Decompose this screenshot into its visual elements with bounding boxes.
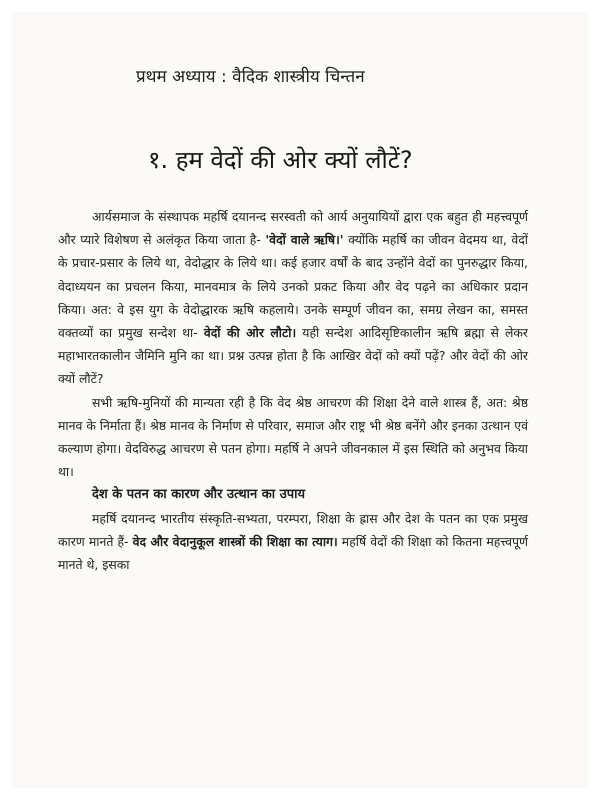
paragraph-1-bold-message: वेदों की ओर लौटो। xyxy=(203,325,297,341)
paragraph-1-bold-quote: 'वेदों वाले ऋषि।' xyxy=(265,232,344,248)
paragraph-3-bold: वेद और वेदानुकूल शास्त्रों की शिक्षा का त्याग। xyxy=(132,533,338,549)
paragraph-1-text-b: क्योंकि महर्षि का जीवन वेदमय था, वेदों के प्रचार-प्रसार के लिये था, वेदोद्धार के लिये था। कई हजार वर्षों के बाद उन्होंने वेदों का पुनरुद्धार किया, वेदाध्ययन का प्रचलन किया, मानवमात्र के लिये उनको प्रकट किया और वेद पढ़ने का अधिकार प्रदान किया। अत: वे इस युग के वेदोद्धारक ऋषि कहलाये। उनके सम्पूर्ण जीवन का, समग्र लेखन का, समस्त वक्तव्यों का प्रमुख सन्देश था- xyxy=(58,232,529,341)
section-heading: १. हम वेदों की ओर क्यों लौटें? xyxy=(148,146,413,174)
paragraph-3-text-b: महर्षि वेदों की शिक्षा को कितना महत्त्वपूर्ण मानते थे, इसका xyxy=(58,533,528,573)
chapter-title: प्रथम अध्याय : वैदिक शास्त्रीय चिन्तन xyxy=(136,67,365,87)
paragraph-1-text-a: आर्यसमाज के संस्थापक महर्षि दयानन्द सरस्वती को आर्य अनुयायियों द्वारा एक बहुत ही महत्त्वपूर्ण और प्यारे विशेषण से अलंकृत किया जाता है- xyxy=(58,209,528,248)
paragraph-3 xyxy=(58,507,528,577)
paragraph-1-text-c: यही सन्देश आदिसृष्टिकालीन ऋषि ब्रह्मा से लेकर महाभारतकालीन जैमिनि मुनि का था। प्रश्न उत्पन्न होता है कि आखिर वेदों को क्यों पढ़ें? और वेदों की ओर क्यों लौटें? xyxy=(58,325,528,387)
subheading: देश के पतन का कारण और उत्थान का उपाय xyxy=(92,487,306,503)
body-text xyxy=(58,205,528,576)
paragraph-3-text-a: महर्षि दयानन्द भारतीय संस्कृति-सभ्यता, परम्परा, शिक्षा के ह्रास और देश के पतन का एक प्रमुख कारण मानते हैं- xyxy=(58,510,528,549)
paragraph-1 xyxy=(58,205,528,391)
paragraph-2: सभी ऋषि-मुनियों की मान्यता रही है कि वेद श्रेष्ठ आचरण की शिक्षा देने वाले शास्त्र हैं, अत: श्रेष्ठ मानव के निर्माता हैं। श्रेष्ठ मानव के निर्माण से परिवार, समाज और राष्ट्र भी श्रेष्ठ बनेंगे और इनका उत्थान एवं कल्याण होगा। वेदविरुद्ध आचरण से पतन होगा। महर्षि ने अपने जीवनकाल में इस स्थिति को अनुभव किया था। xyxy=(58,394,528,480)
